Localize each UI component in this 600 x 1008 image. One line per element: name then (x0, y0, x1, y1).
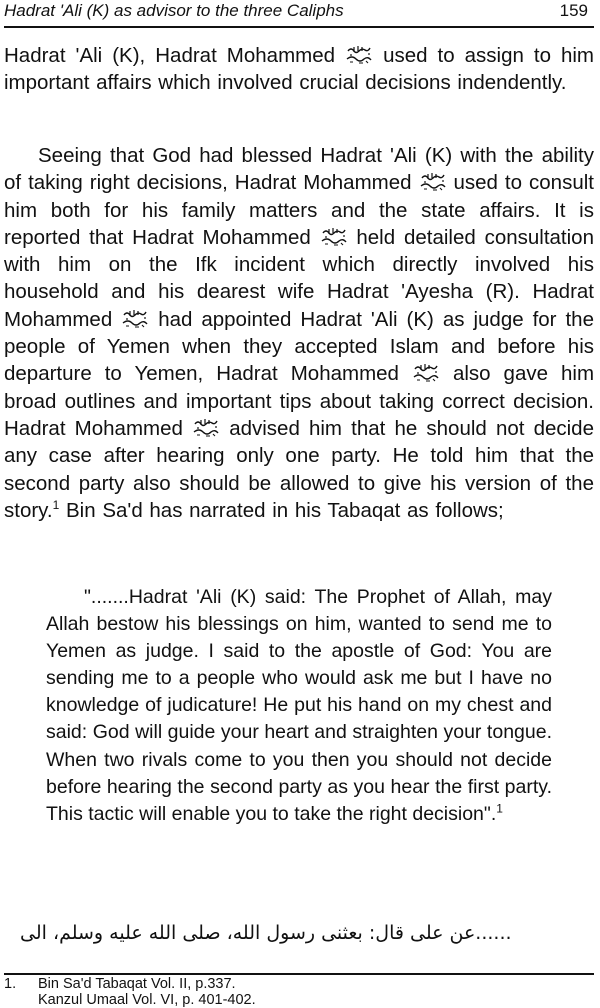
arabic-quotation: ......عن علی قال: بعثنی رسول الله، صلی الله علیه وسلم، الی (20, 918, 526, 948)
salutation-calligraphy-icon (419, 172, 447, 192)
footnote-divider (4, 973, 594, 975)
salutation-calligraphy-icon (121, 309, 149, 329)
paragraph-2-text-g: Bin Sa'd has narrated in his Tabaqat as follows; (66, 499, 504, 522)
paragraph-2-text-f: advised him that he should not decide any case after hearing only one party. He told him that the second party also should be allowed to give his version of the story. (4, 417, 594, 522)
page-number: 159 (560, 1, 588, 21)
footnote-number: 1. (4, 977, 38, 993)
quote-text: ".......Hadrat 'Ali (K) said: The Prophet of Allah, may Allah bestow his blessings on him, wanted to send me to Yemen as judge. I said to the apostle of God: You are sending me to a people who would ask me but I have no knowledge of judicature! He put his hand on my chest and said: God will guide your heart and straighten your tongue. When two rivals come to you then you should not decide before hearing the second party as you hear the first party. This tactic will enable you to take the right decision". (46, 586, 552, 825)
paragraph-1-text-b: used to assign to him important affairs which involved crucial decisions indendently. (4, 44, 594, 94)
salutation-calligraphy-icon (412, 363, 440, 383)
block-quote (46, 584, 552, 828)
salutation-calligraphy-icon (345, 45, 373, 65)
salutation-calligraphy-icon (320, 227, 348, 247)
paragraph-1-text-a: Hadrat 'Ali (K), Hadrat Mohammed (4, 44, 335, 67)
footnote-ref: 1 (53, 498, 60, 512)
footnote-ref: 1 (496, 801, 503, 815)
footnote-text: Kanzul Umaal Vol. VI, p. 401-402. (38, 992, 256, 1008)
paragraph-2-text-d: had appointed Hadrat 'Ali (K) as judge for the people of Yemen when they accepted Islam and before his departure to Yemen, Hadrat Mohammed (4, 308, 594, 386)
paragraph-2-text-e: also gave him broad outlines and important tips about taking correct decision. Hadrat Mohammed (4, 362, 594, 440)
footnote-text: Bin Sa'd Tabaqat Vol. II, p.337. (38, 976, 236, 992)
footnote-item (4, 977, 256, 993)
footnote-item (4, 993, 256, 1008)
paragraph-2-text-b: used to consult him both for his family matters and the state affairs. It is reported that Hadrat Mohammed (4, 171, 594, 249)
paragraph-2-text-a: Seeing that God had blessed Hadrat 'Ali (K) with the ability of taking right decisions, Hadrat Mohammed (4, 144, 594, 194)
paragraph-2 (4, 142, 594, 524)
page-header (4, 0, 594, 28)
salutation-calligraphy-icon (192, 418, 220, 438)
paragraph-1 (4, 42, 594, 97)
running-title: Hadrat 'Ali (K) as advisor to the three Caliphs (4, 1, 344, 21)
footnotes (4, 977, 256, 1008)
paragraph-2-text-c: held detailed consultation with him on the Ifk incident which directly involved his household and his dearest wife Hadrat 'Ayesha (R). Hadrat Mohammed (4, 226, 594, 331)
